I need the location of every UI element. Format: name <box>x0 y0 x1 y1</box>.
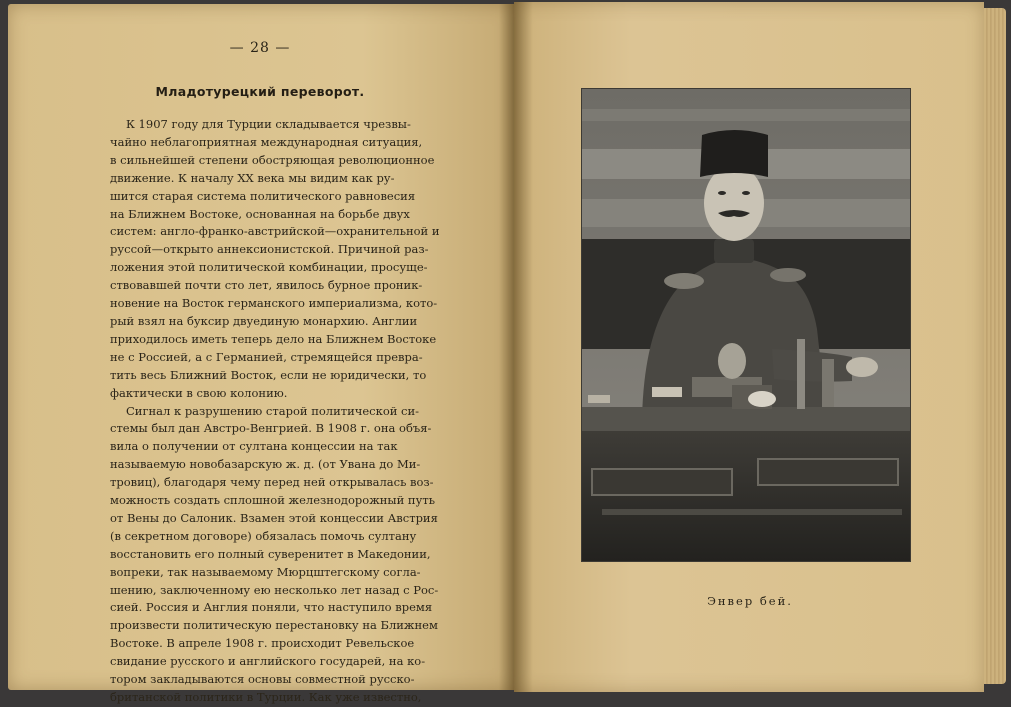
text-line: (в секретном договоре) обязалась помочь султану <box>110 528 417 543</box>
page-edges <box>984 8 1006 684</box>
text-line: Сигнал к разрушению старой политической си- <box>126 403 420 418</box>
portrait-photo <box>581 88 911 562</box>
text-line: шится старая система политического равновесия <box>110 188 416 203</box>
text-line: руссой—открыто аннексионистской. Причиной раз- <box>110 242 429 257</box>
text-line: тором закладываются основы совместной русско- <box>110 672 415 687</box>
text-line: К 1907 году для Турции складывается чрезвы- <box>126 117 411 131</box>
text-line: ствовавшей почти сто лет, явилось бурное проник- <box>110 278 423 293</box>
text-line: от Вены до Салоник. Взамен этой концессии Австрия <box>110 510 438 525</box>
text-line: фактически в свою колонию. <box>110 385 288 400</box>
text-line: произвести политическую перестановку на Ближнем <box>110 618 438 633</box>
body-text <box>110 116 450 707</box>
text-line: движение. К началу XX века мы видим как ру- <box>110 170 395 185</box>
text-line: чайно неблагоприятная международная ситуация, <box>110 134 423 149</box>
text-line: ложения этой политической комбинации, просуще- <box>110 260 428 275</box>
text-line: на Ближнем Востоке, основанная на борьбе двух <box>110 206 410 221</box>
text-line: вопреки, так называемому Мюрцштегскому согла- <box>110 564 421 579</box>
text-line: тровиц), благодаря чему перед ней открывалась воз- <box>110 475 434 490</box>
text-line: рый взял на буксир двуединую монархию. Англии <box>110 313 418 328</box>
text-line: шению, заключенному ею несколько лет назад с Рос- <box>110 582 439 597</box>
text-line: свидание русского и английского государей, на ко- <box>110 654 426 669</box>
text-line: восстановить его полный суверенитет в Македонии, <box>110 546 431 561</box>
text-line: британской политики в Турции. Как уже известно, <box>110 690 422 704</box>
text-line: стемы был дан Австро-Венгрией. В 1908 г. она объя- <box>110 421 432 436</box>
text-line: можность создать сплошной железнодорожный путь <box>110 493 435 508</box>
section-title: Младотурецкий переворот. <box>155 84 365 99</box>
text-line: Востоке. В апреле 1908 г. происходит Ревельское <box>110 636 415 651</box>
text-line: приходилось иметь теперь дело на Ближнем Востоке <box>110 331 437 346</box>
page-number: — 28 — <box>229 40 291 56</box>
text-line: сией. Россия и Англия поняли, что наступило время <box>110 600 433 615</box>
text-line: называемую новобазарскую ж. д. (от Увана до Ми- <box>110 457 421 472</box>
text-line: вила о получении от султана концессии на так <box>110 439 398 454</box>
text-line: не с Россией, а с Германией, стремящейся превра- <box>110 349 423 364</box>
text-line: новение на Восток германского империализма, кото- <box>110 296 438 311</box>
text-line: в сильнейшей степени обостряющая революционное <box>110 152 435 167</box>
photo-caption: Энвер бей. <box>707 594 793 608</box>
text-line: систем: англо-франко-австрийской—охранительной и <box>110 224 440 239</box>
text-line: тить весь Ближний Восток, если не юридически, то <box>110 367 427 382</box>
